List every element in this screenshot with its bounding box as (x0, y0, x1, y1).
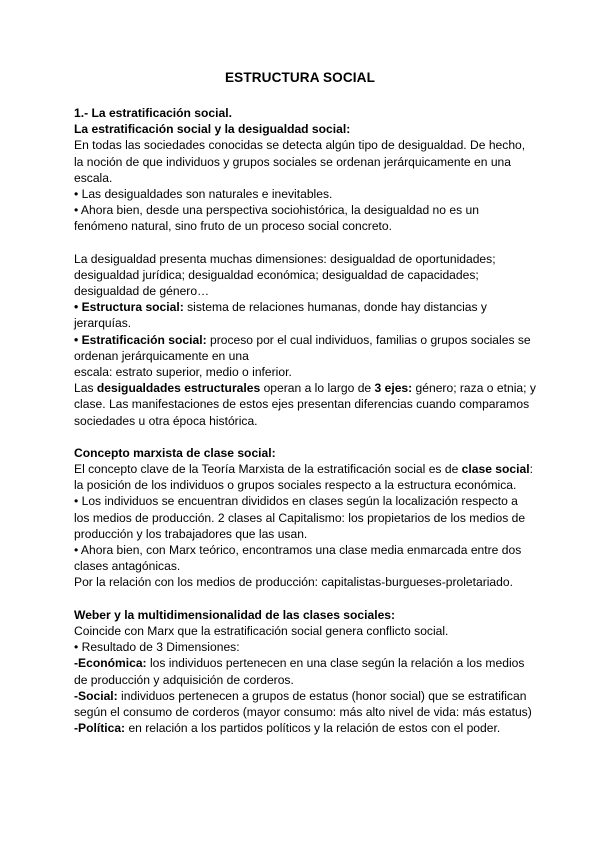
section-3-intro: Coincide con Marx que la estratificación social genera conflicto social. (74, 623, 449, 638)
section-1-heading: 1.- La estratificación social. (74, 106, 232, 120)
clase-post: : la posición de los individuos o grupos sociales respecto a la estructura económica. (74, 462, 533, 493)
section-3-politica (74, 720, 536, 736)
ejes-bold: desigualdades estructurales (96, 381, 261, 396)
spacer (74, 591, 536, 607)
estructura-text: sistema de relaciones humanas, donde hay distancias y jerarquías. (74, 300, 487, 331)
politica-text: en relación a los partidos políticos y la relación de estos con el poder. (125, 721, 501, 736)
ejes-pre: Las (74, 381, 97, 396)
section-1-ejes (74, 380, 536, 429)
section-1-subheading: La estratificación social y la desigualdad social: (74, 122, 351, 137)
section-1-escala: escala: estrato superior, medio o inferior. (74, 365, 292, 380)
document-body (74, 105, 536, 736)
social-label: -Social: (74, 688, 118, 703)
ejes-post: género; raza o etnia; y clase. Las manifestaciones de estos ejes presentan diferencias cuando comparamos sociedades u otra época histórica. (74, 381, 536, 428)
politica-label: -Política: (74, 721, 126, 736)
social-text: individuos pertenecen a grupos de estatus (honor social) que se estratifican según el consumo de corderos (mayor consumo: más alto nivel de vida: más estatus) (74, 688, 532, 719)
document-title: ESTRUCTURA SOCIAL (225, 70, 375, 85)
economica-text: los individuos pertenecen en una clase según la relación a los medios de producción y adquisición de corderos. (74, 656, 525, 687)
ejes-mid: operan a lo largo de (260, 381, 375, 396)
section-3-heading: Weber y la multidimensionalidad de las clases sociales: (74, 607, 396, 622)
estratificacion-text: proceso por el cual individuos, familias o grupos sociales se ordenan jerárquicamente en una (74, 332, 531, 363)
section-1-estratificacion (74, 332, 536, 364)
section-1-estructura (74, 299, 536, 331)
economica-label: -Económica: (74, 656, 147, 671)
section-1-dimensions: La desigualdad presenta muchas dimensiones: desigualdad de oportunidades; desigualdad jurídica; desigualdad económica; desigualdad de capacidades; desigualdad de género… (74, 251, 496, 299)
clase-pre: El concepto clave de la Teoría Marxista de la estratificación social es de (74, 462, 462, 477)
estructura-label: • Estructura social: (74, 300, 184, 315)
section-1-bullet-2: • Ahora bien, desde una perspectiva sociohistórica, la desigualdad no es un fenómeno natural, sino fruto de un proceso social concreto. (74, 203, 479, 234)
section-2-bullet-1: • Los individuos se encuentran divididos en clases según la localización respecto a los medios de producción. 2 clases al Capitalismo: los propietarios de los medios de producción y los trabajadores que las usan. (74, 494, 526, 541)
spacer (74, 429, 536, 445)
section-3-economica (74, 655, 536, 687)
section-2-bullet-2: • Ahora bien, con Marx teórico, encontramos una clase media enmarcada entre dos clases antagónicas. (74, 543, 522, 574)
section-3-bullet: • Resultado de 3 Dimensiones: (74, 640, 240, 655)
section-1-bullet-1: • Las desigualdades son naturales e inevitables. (74, 187, 333, 202)
estratificacion-label: • Estratificación social: (74, 332, 207, 347)
spacer (74, 235, 536, 251)
section-2-relation: Por la relación con los medios de producción: capitalistas-burgueses-proletariado. (74, 575, 513, 590)
section-1-intro: En todas las sociedades conocidas se detecta algún tipo de desigualdad. De hecho, la noción de que individuos y grupos sociales se ordenan jerárquicamente en una escala. (74, 138, 526, 185)
section-2-heading: Concepto marxista de clase social: (74, 445, 276, 460)
section-2-paragraph-1 (74, 461, 536, 493)
clase-bold: clase social (461, 462, 530, 477)
section-3-social (74, 688, 536, 720)
ejes-bold-2: 3 ejes: (374, 381, 413, 396)
